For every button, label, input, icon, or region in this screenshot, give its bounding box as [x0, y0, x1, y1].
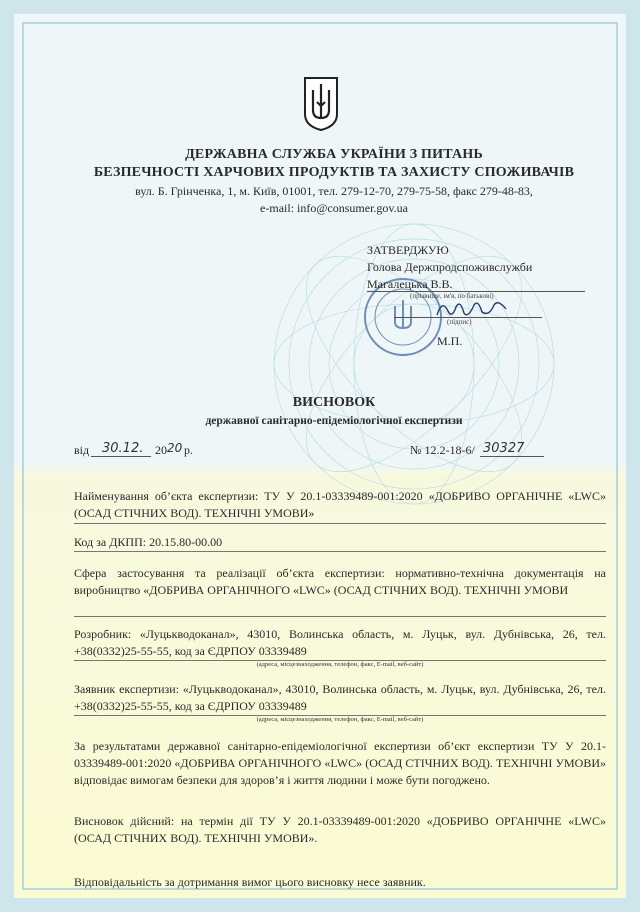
organization-address: вул. Б. Грінченка, 1, м. Київ, 01001, тел. 279-12-70, 279-75-58, факс 279-48-83, — [135, 184, 533, 198]
conclusion-validity: Висновок дійсний: на термін дії ТУ У 20.1-03339489-001:2020 «ДОБРИВО ОРГАНІЧНЕ «LWC» (ОСАД СТІЧНИХ ВОД). ТЕХНІЧНІ УМОВИ». — [74, 814, 606, 845]
dkpp-code: Код за ДКПП: 20.15.80-00.00 — [74, 535, 223, 549]
document-number-prefix: № 12.2-18-6/ — [410, 443, 475, 457]
organization-name-line2: БЕЗПЕЧНОСТІ ХАРЧОВИХ ПРОДУКТІВ ТА ЗАХИСТУ СПОЖИВАЧІВ — [93, 165, 575, 180]
trident-emblem-icon — [301, 76, 341, 132]
applicant-address-hint: (адреса, місцезнаходження, телефон, факс, E-mail, веб-сайт) — [256, 716, 424, 723]
application-scope: Сфера застосування та реалізації об’єкта експертизи: нормативно-технічна документація на виробництво «ДОБРИВА ОРГАНІЧНОГО «LWC» (ОСАД СТІЧНИХ ВОД). ТЕХНІЧНІ УМОВИ — [74, 566, 606, 597]
approver-name: Магалецька В.В. — [367, 277, 453, 291]
organization-name-line1: ДЕРЖАВНА СЛУЖБА УКРАЇНИ З ПИТАНЬ — [185, 147, 483, 162]
signature-hint: (підпис) — [447, 318, 472, 326]
organization-email: e-mail: info@consumer.gov.ua — [260, 201, 408, 215]
number-underline — [480, 456, 544, 457]
guilloche-watermark — [264, 214, 564, 514]
handwritten-year: 20 — [167, 441, 183, 455]
responsibility-statement: Відповідальність за дотримання вимог цього висновку несе заявник. — [74, 875, 426, 889]
approver-name-hint: (прізвище, ім'я, по батькові) — [410, 292, 494, 300]
date-underline — [91, 456, 151, 457]
dkpp-code-rule — [74, 551, 606, 552]
object-name: Найменування об’єкта експертизи: ТУ У 20.1-03339489-001:2020 «ДОБРИВО ОРГАНІЧНЕ «LWC» (ОСАД СТІЧНИХ ВОД). ТЕХНІЧНІ УМОВИ» — [74, 489, 606, 520]
document-title: ВИСНОВОК — [292, 395, 376, 410]
date-suffix: р. — [184, 443, 193, 457]
handwritten-date: 30.12. — [102, 441, 144, 456]
handwritten-document-number: 30327 — [483, 441, 525, 456]
document-subtitle: державної санітарно-епідеміологічної експертизи — [205, 415, 463, 427]
expertise-result: За результатами державної санітарно-епідеміологічної експертизи об’єкт експертизи ТУ У 20.1-03339489-001:2020 «ДОБРИВА ОРГАНІЧНОГО «LWC» (ОСАД СТІЧНИХ ВОД). ТЕХНІЧНІ УМОВИ» відповідає вимогам безпеки для здоров’я і життя людини і може бути погоджено. — [74, 739, 606, 787]
object-name-rule — [74, 523, 606, 524]
approval-heading: ЗАТВЕРДЖУЮ — [367, 243, 449, 257]
date-year-prefix: 20 — [155, 443, 167, 457]
date-prefix: від — [74, 443, 90, 457]
applicant-info: Заявник експертизи: «Луцькводоканал», 43010, Волинська область, м. Луцьк, вул. Дубнівська, 26, тел. +38(0332)25-55-55, код за ЄДРПОУ 03339489 — [74, 682, 606, 713]
approver-position: Голова Держпродспоживслужби — [367, 260, 533, 274]
developer-info: Розробник: «Луцькводоканал», 43010, Волинська область, м. Луцьк, вул. Дубнівська, 26, тел. +38(0332)25-55-55, код за ЄДРПОУ 03339489 — [74, 627, 606, 658]
developer-address-hint: (адреса, місцезнаходження, телефон, факс, E-mail, веб-сайт) — [256, 661, 424, 668]
seal-place-label: М.П. — [437, 334, 463, 348]
scope-rule — [74, 616, 606, 617]
